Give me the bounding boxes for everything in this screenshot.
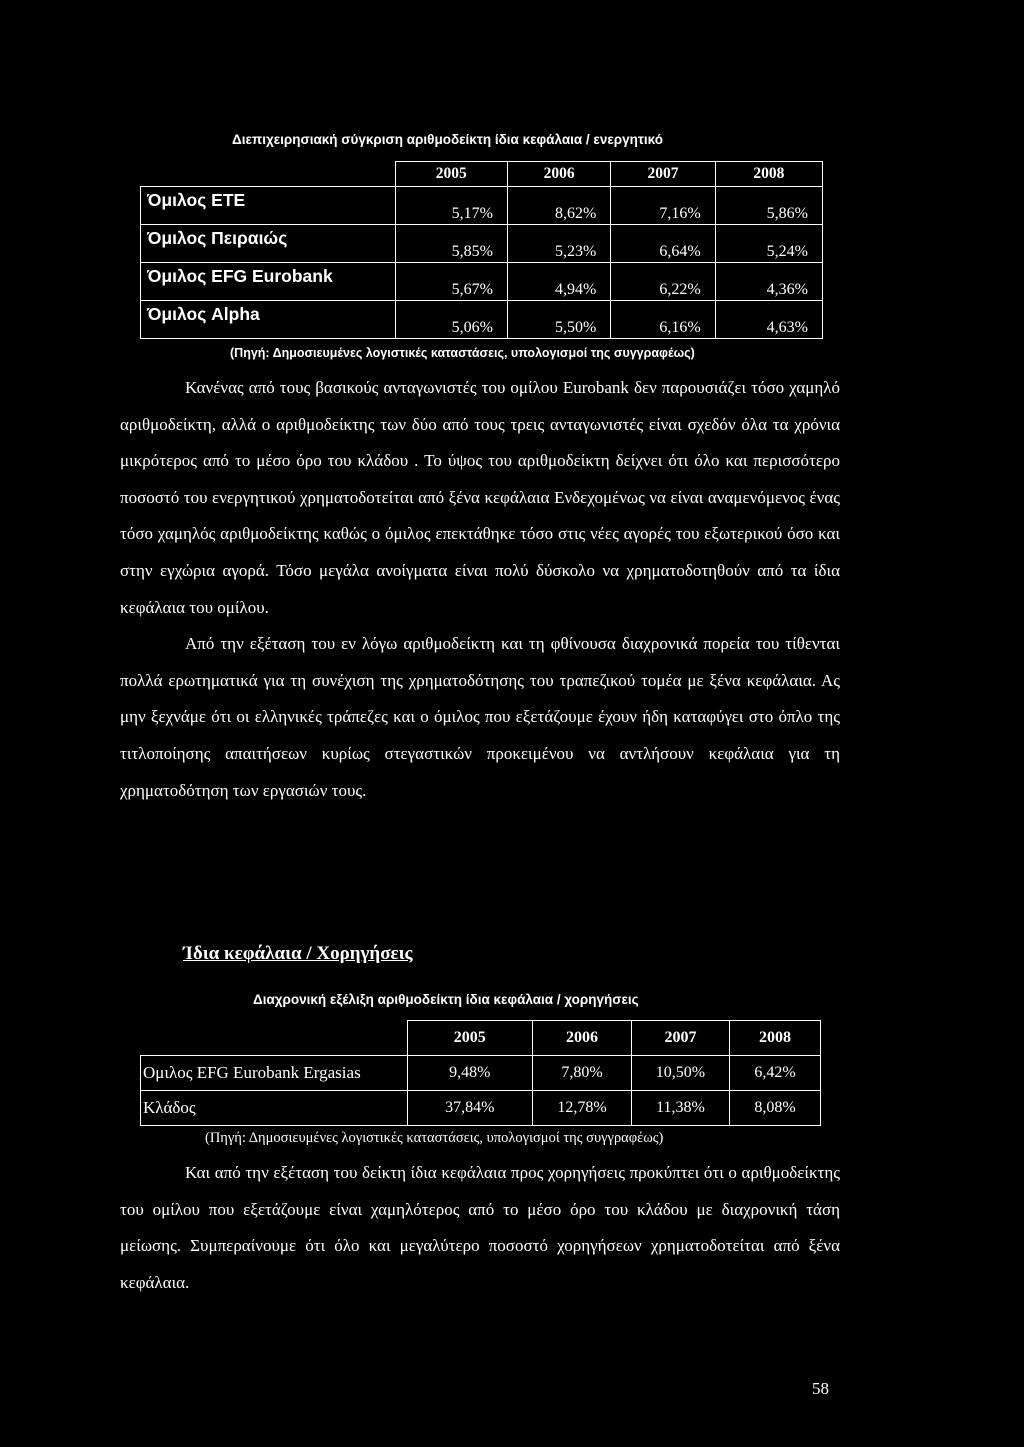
paragraph: Και από την εξέταση του δείκτη ίδια κεφάλαια προς χορηγήσεις προκύπτει ότι ο αριθμοδείκτης του ομίλου που εξετάζουμε είναι χαμηλότερος από το μέσο όρο του κλάδου με διαχρονική τάση μείωσης. Συμπεραίνουμε ότι όλο και μεγαλύτερο ποσοστό χορηγήσεων χρηματοδοτείται από ξένα κεφάλαια. [120,1163,840,1292]
row-label: Όμιλος EFG Eurobank [141,263,396,301]
value-cell: 8,08% [729,1091,820,1126]
value-cell: 4,94% [507,263,610,301]
table2-corner-cell [141,1021,408,1056]
row-label: Κλάδος [141,1091,408,1126]
value-cell: 5,17% [395,187,507,225]
table1-year-header: 2006 [507,162,610,187]
value-cell: 12,78% [532,1091,631,1126]
table2-header-row [141,1021,821,1056]
value-cell: 4,63% [715,301,822,339]
equity-to-assets-table [140,161,823,339]
value-cell: 6,64% [611,225,715,263]
body-text-section1 [120,370,840,809]
value-cell: 5,24% [715,225,822,263]
table1-header-row [141,162,823,187]
table1-source-note: (Πηγή: Δημοσιευμένες λογιστικές καταστάσεις, υπολογισμοί της συγγραφέως) [230,346,695,360]
row-label: Όμιλος ΕΤΕ [141,187,396,225]
table1-corner-cell [141,162,396,187]
table-row [141,187,823,225]
table2-source-note: (Πηγή: Δημοσιευμένες λογιστικές καταστάσεις, υπολογισμοί της συγγραφέως) [205,1130,664,1146]
row-label: Όμιλος Πειραιώς [141,225,396,263]
value-cell: 6,42% [729,1056,820,1091]
page-number: 58 [812,1379,829,1398]
row-label: Όμιλος Alpha [141,301,396,339]
paragraph: Από την εξέταση του εν λόγω αριθμοδείκτη και τη φθίνουσα διαχρονικά πορεία του τίθενται πολλά ερωτηματικά για τη συνέχιση της χρηματοδότησης του τραπεζικού τομέα με ξένα κεφάλαια. Ας μην ξεχνάμε ότι οι ελληνικές τράπεζες και ο όμιλος που εξετάζουμε έχουν ήδη καταφύγει στο όπλο της τιτλοποίησης απαιτήσεων κυρίως στεγαστικών προκειμένου να αντλήσουν κεφάλαια για τη χρηματοδότηση των εργασιών τους. [120,634,840,800]
value-cell: 7,80% [532,1056,631,1091]
value-cell: 37,84% [407,1091,532,1126]
value-cell: 10,50% [631,1056,729,1091]
value-cell: 4,36% [715,263,822,301]
table2-year-header: 2007 [631,1021,729,1056]
table-row [141,1091,821,1126]
paragraph: Κανένας από τους βασικούς ανταγωνιστές του ομίλου Eurobank δεν παρουσιάζει τόσο χαμηλό αριθμοδείκτη, αλλά ο αριθμοδείκτης των δύο από τους τρεις ανταγωνιστές είναι σχεδόν όλα τα χρόνια μικρότερος από το μέσο όρο του κλάδου . Το ύψος του αριθμοδείκτη δείχνει ότι όλο και περισσότερο ποσοστό του ενεργητικού χρηματοδοτείται από ξένα κεφάλαια Ενδεχομένως να είναι αναμενόμενος ένας τόσο χαμηλός αριθμοδείκτης καθώς ο όμιλος επεκτάθηκε τόσο στις νέες αγορές του εξωτερικού όσο και στην εγχώρια αγορά. Τόσο μεγάλα ανοίγματα είναι πολύ δύσκολο να χρηματοδοτηθούν από τα ίδια κεφάλαια του ομίλου. [120,378,840,617]
equity-to-loans-table [140,1020,821,1126]
value-cell: 6,22% [611,263,715,301]
value-cell: 9,48% [407,1056,532,1091]
value-cell: 5,67% [395,263,507,301]
table-row [141,225,823,263]
value-cell: 8,62% [507,187,610,225]
value-cell: 5,23% [507,225,610,263]
value-cell: 11,38% [631,1091,729,1126]
table-row [141,1056,821,1091]
table2-year-header: 2005 [407,1021,532,1056]
value-cell: 5,86% [715,187,822,225]
value-cell: 6,16% [611,301,715,339]
value-cell: 5,06% [395,301,507,339]
value-cell: 5,50% [507,301,610,339]
table1-year-header: 2008 [715,162,822,187]
table1-caption: Διεπιχειρησιακή σύγκριση αριθμοδείκτη ίδια κεφάλαια / ενεργητικό [232,132,663,147]
table1-year-header: 2005 [395,162,507,187]
table2-caption: Διαχρονική εξέλιξη αριθμοδείκτη ίδια κεφάλαια / χορηγήσεις [253,992,639,1007]
table1-year-header: 2007 [611,162,715,187]
table2-year-header: 2006 [532,1021,631,1056]
body-text-section2 [120,1155,840,1301]
value-cell: 7,16% [611,187,715,225]
section-heading: Ίδια κεφάλαια / Χορηγήσεις [183,943,413,964]
table-row [141,301,823,339]
value-cell: 5,85% [395,225,507,263]
table-row [141,263,823,301]
row-label: Ομιλος EFG Eurobank Ergasias [141,1056,408,1091]
table2-year-header: 2008 [729,1021,820,1056]
